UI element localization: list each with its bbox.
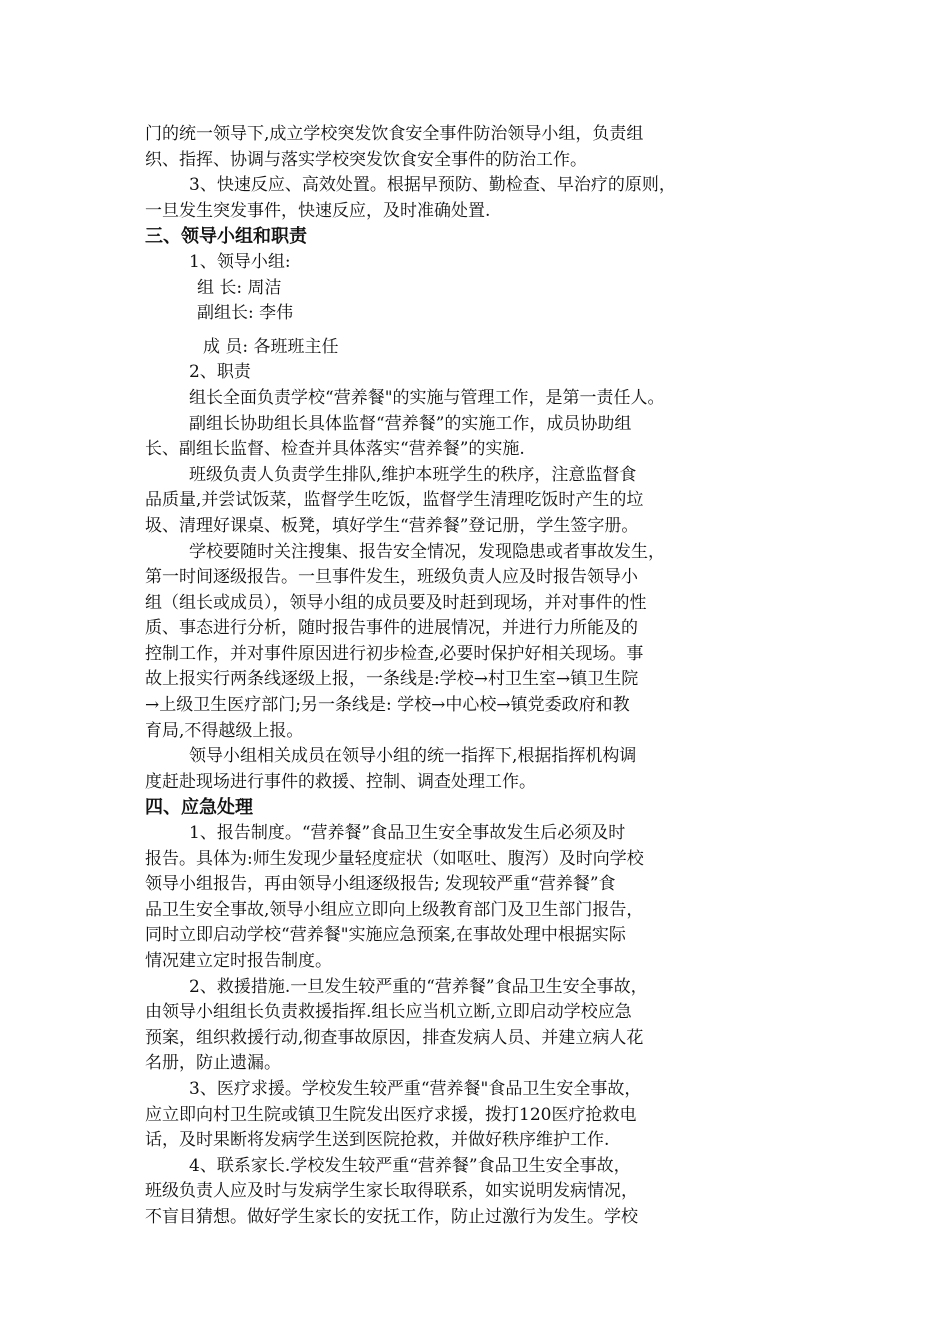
members-line: 成 员: 各班班主任 (203, 336, 339, 357)
body-line: 故上报实行两条线逐级上报，一条线是:学校→村卫生室→镇卫生院 (145, 669, 639, 690)
body-line: 控制工作，并对事件原因进行初步检查,必要时保护好相关现场。事 (145, 643, 644, 664)
body-line: 班级负责人负责学生排队,维护本班学生的秩序，注意监督食 (189, 464, 637, 485)
deputy-leader-line: 副组长: 李伟 (197, 303, 294, 324)
body-line: 2、职责 (189, 362, 251, 383)
body-line: 3、医疗求援。学校发生较严重“营养餐"食品卫生安全事故， (189, 1078, 642, 1099)
body-line: 3、快速反应、高效处置。根据早预防、勤检查、早治疗的原则， (189, 175, 676, 196)
body-line: 情况建立定时报告制度。 (145, 951, 332, 971)
body-line: 织、指挥、协调与落实学校突发饮食安全事件的防治工作。 (145, 149, 587, 170)
body-line: 组长全面负责学校“营养餐"的实施与管理工作，是第一责任人。 (189, 387, 665, 408)
body-line: 由领导小组组长负责救援指挥.组长应当机立断,立即启动学校应急 (145, 1002, 632, 1023)
section-heading: 三、领导小组和职责 (145, 226, 307, 248)
body-line: 话，及时果断将发病学生送到医院抢救，并做好秩序维护工作. (145, 1130, 610, 1151)
body-line: 应立即向村卫生院或镇卫生院发出医疗求援，拨打120医疗抢救电 (145, 1104, 637, 1125)
body-line: 同时立即启动学校“营养餐"实施应急预案,在事故处理中根据实际 (145, 925, 626, 946)
body-line: 1、报告制度。“营养餐”食品卫生安全事故发生后必须及时 (189, 823, 626, 844)
body-line: 班级负责人应及时与发病学生家长取得联系，如实说明发病情况， (145, 1181, 638, 1202)
body-line: 预案，组织救援行动,彻查事故原因，排查发病人员、并建立病人花 (145, 1027, 644, 1048)
leader-line: 组 长: 周洁 (197, 277, 282, 298)
body-line: 圾、清理好课桌、板凳，填好学生“营养餐”登记册，学生签字册。 (145, 515, 639, 536)
body-line: 一旦发生突发事件，快速反应，及时准确处置. (145, 200, 491, 221)
body-line: 副组长协助组长具体监督“营养餐”的实施工作，成员协助组 (189, 413, 632, 434)
body-line: 门的统一领导下,成立学校突发饮食安全事件防治领导小组，负责组 (145, 124, 644, 144)
body-line: 4、联系家长.学校发生较严重“营养餐”食品卫生安全事故， (189, 1155, 631, 1176)
body-line: 不盲目猜想。做好学生家长的安抚工作，防止过激行为发生。学校 (145, 1206, 638, 1227)
body-line: 组（组长或成员），领导小组的成员要及时赶到现场，并对事件的性 (145, 592, 647, 613)
body-line: 1、领导小组: (189, 251, 291, 272)
body-line: 领导小组报告，再由领导小组逐级报告; 发现较严重“营养餐”食 (145, 874, 616, 895)
section-heading: 四、应急处理 (145, 797, 253, 819)
body-line: 度赶赴现场进行事件的救援、控制、调查处理工作。 (145, 771, 536, 792)
body-line: 育局,不得越级上报。 (145, 720, 304, 741)
body-line: 品卫生安全事故,领导小组应立即向上级教育部门及卫生部门报告， (145, 899, 644, 920)
document-body (145, 122, 815, 1231)
body-line: 第一时间逐级报告。一旦事件发生，班级负责人应及时报告领导小 (145, 567, 638, 588)
body-line: 名册，防止遗漏。 (145, 1053, 281, 1074)
body-line: 2、救援措施.一旦发生较严重的“营养餐”食品卫生安全事故， (189, 976, 648, 997)
body-line: 长、副组长监督、检查并具体落实“营养餐”的实施. (145, 439, 525, 460)
body-line: 学校要随时关注搜集、报告安全情况，发现隐患或者事故发生， (189, 541, 665, 562)
body-line: 品质量,并尝试饭菜，监督学生吃饭，监督学生清理吃饭时产生的垃 (145, 490, 644, 511)
body-line: →上级卫生医疗部门;另一条线是: 学校→中心校→镇党委政府和教 (145, 695, 630, 716)
body-line: 领导小组相关成员在领导小组的统一指挥下,根据指挥机构调 (189, 746, 637, 767)
body-line: 报告。具体为:师生发现少量轻度症状（如呕吐、腹泻）及时向学校 (145, 848, 644, 869)
body-line: 质、事态进行分析，随时报告事件的进展情况，并进行力所能及的 (145, 618, 638, 639)
